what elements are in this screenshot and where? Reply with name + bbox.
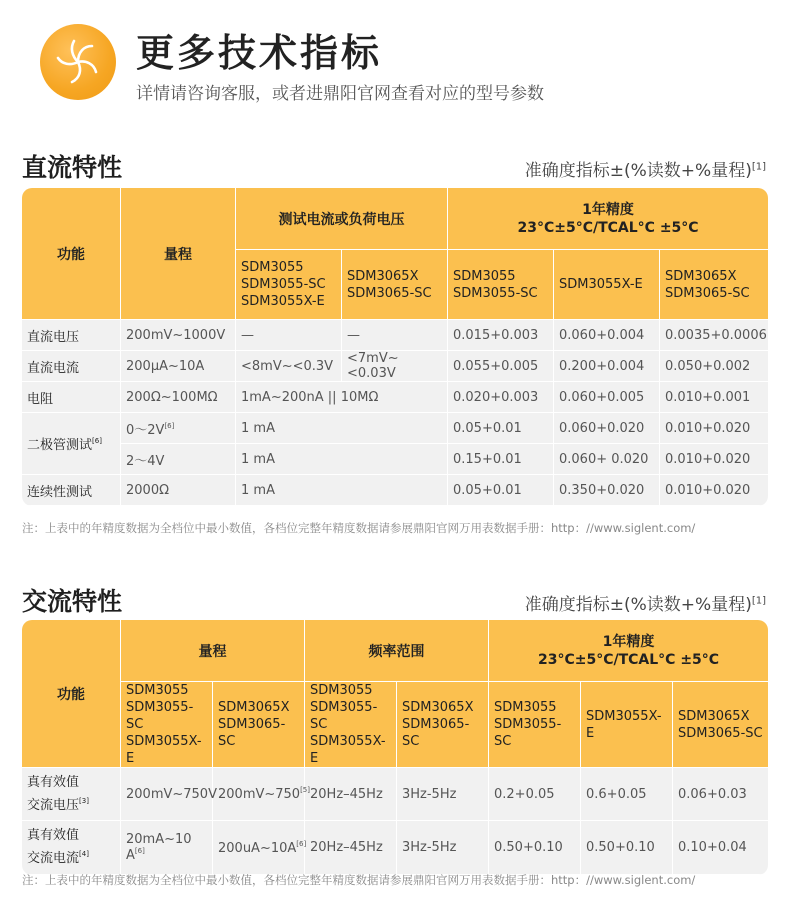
col-header-freq: 频率范围 xyxy=(305,620,489,682)
row-accuracy-b: 0.060+0.004 xyxy=(554,320,660,351)
table-model-row xyxy=(22,682,768,768)
dc-accuracy-note-text: 准确度指标±(%读数+%量程) xyxy=(524,161,752,181)
model-name: SDM3065-SC xyxy=(665,285,750,301)
ac-accuracy-note xyxy=(525,590,766,615)
model-name: SDM3055 xyxy=(241,260,304,275)
model-header-tc-a xyxy=(236,250,342,320)
accuracy-header-line1: 1年精度 xyxy=(602,633,655,650)
table-row xyxy=(22,475,768,506)
col-header-accuracy xyxy=(489,620,768,682)
row-test-current-a: — xyxy=(236,320,342,351)
accuracy-header-line2: 23°C±5°C/TCAL°C ±5°C xyxy=(537,651,720,668)
row-accuracy-a: 0.020+0.003 xyxy=(448,382,554,413)
model-name: SDM3055 xyxy=(494,700,557,715)
model-name: SDM3055X-E xyxy=(586,708,662,741)
model-header-acc-a xyxy=(448,250,554,320)
model-header-tc-b xyxy=(342,250,448,320)
row-function xyxy=(22,768,121,821)
row-freq-a: 20Hz–45Hz xyxy=(305,821,397,875)
row-accuracy-c: 0.010+0.001 xyxy=(660,382,768,413)
model-name: SDM3055X-E xyxy=(559,277,643,292)
row-range: 200Ω~100MΩ xyxy=(121,382,236,413)
ac-accuracy-note-text: 准确度指标±(%读数+%量程) xyxy=(524,595,752,615)
row-test-current-b: — xyxy=(342,320,448,351)
row-accuracy-b: 0.50+0.10 xyxy=(581,821,673,875)
table-row xyxy=(22,382,768,413)
row-range-a: 200mV~750V xyxy=(121,768,213,821)
row-accuracy-c: 0.0035+0.0006 xyxy=(660,320,768,351)
row-freq-b: 3Hz-5Hz xyxy=(397,821,489,875)
row-accuracy-c: 0.010+0.020 xyxy=(660,413,768,444)
row-accuracy-c: 0.06+0.03 xyxy=(673,768,768,821)
row-accuracy-a: 0.05+0.01 xyxy=(448,475,554,506)
row-range: 200μA~10A xyxy=(121,351,236,382)
row-range xyxy=(121,413,236,444)
row-function xyxy=(22,413,121,475)
row-range: 200mV~1000V xyxy=(121,320,236,351)
model-header-acc-a xyxy=(489,682,581,768)
row-accuracy-a: 0.055+0.005 xyxy=(448,351,554,382)
model-name: SDM3065X xyxy=(218,700,290,715)
model-name: SDM3055X-E xyxy=(241,294,325,309)
row-function: 直流电压 xyxy=(22,320,121,351)
row-accuracy-b: 0.6+0.05 xyxy=(581,768,673,821)
model-header-freq-b xyxy=(397,682,489,768)
accuracy-header-line2: 23°C±5°C/TCAL°C ±5°C xyxy=(517,219,699,236)
row-accuracy-c: 0.010+0.020 xyxy=(660,475,768,506)
row-function-line2 xyxy=(27,792,115,815)
brand-logo xyxy=(40,24,116,100)
footnote-ref: [6] xyxy=(296,839,307,848)
model-name: SDM3055 xyxy=(310,683,373,698)
row-accuracy-b: 0.060+0.020 xyxy=(554,413,660,444)
model-name: SDM3065X xyxy=(402,700,474,715)
row-range: 2～4V xyxy=(121,444,236,475)
col-header-function: 功能 xyxy=(22,620,121,768)
row-function-line1: 真有效值 xyxy=(27,828,80,843)
row-accuracy-a: 0.015+0.003 xyxy=(448,320,554,351)
model-header-range-b xyxy=(213,682,305,768)
footnote-ref: [5] xyxy=(300,786,310,794)
row-function-text: 交流电压 xyxy=(27,797,80,813)
row-function xyxy=(22,821,121,875)
model-name: SDM3065X xyxy=(678,708,750,724)
row-test-current: 1 mA xyxy=(236,444,448,475)
model-name: SDM3055X-E xyxy=(126,734,202,766)
model-header-acc-c xyxy=(660,250,768,320)
accuracy-header-line1: 1年精度 xyxy=(582,201,634,218)
model-header-acc-b xyxy=(581,682,673,768)
row-range-text: 0～2V xyxy=(126,422,165,438)
row-test-current-b: <7mV~<0.03V xyxy=(342,351,448,382)
row-accuracy-c: 0.010+0.020 xyxy=(660,444,768,475)
row-accuracy-b: 0.200+0.004 xyxy=(554,351,660,382)
row-accuracy-b: 0.060+0.005 xyxy=(554,382,660,413)
model-name: SDM3055 xyxy=(126,683,189,698)
col-header-range: 量程 xyxy=(121,188,236,320)
row-accuracy-a: 0.2+0.05 xyxy=(489,768,581,821)
dc-accuracy-ref: [1] xyxy=(751,161,766,173)
row-accuracy-c: 0.050+0.002 xyxy=(660,351,768,382)
model-name: SDM3065-SC xyxy=(347,285,432,301)
model-name: SDM3065-SC xyxy=(218,717,286,749)
model-name: SDM3055-SC xyxy=(126,700,194,732)
row-function: 直流电流 xyxy=(22,351,121,382)
table-row xyxy=(22,821,768,875)
table-header-row xyxy=(22,620,768,682)
row-freq-a: 20Hz–45Hz xyxy=(305,768,397,821)
model-header-freq-a xyxy=(305,682,397,768)
footnote-ref: [6] xyxy=(134,847,145,855)
row-range-b xyxy=(213,821,305,875)
footnote-ref: [3] xyxy=(79,796,89,805)
row-accuracy-b: 0.060+ 0.020 xyxy=(554,444,660,475)
model-header-range-a xyxy=(121,682,213,768)
row-range: 2000Ω xyxy=(121,475,236,506)
row-accuracy-a: 0.15+0.01 xyxy=(448,444,554,475)
model-name: SDM3055 xyxy=(453,268,516,284)
table-row xyxy=(22,320,768,351)
dc-section-title: 直流特性 xyxy=(22,153,123,182)
model-name: SDM3055-SC xyxy=(453,285,538,301)
row-function-text: 交流电流 xyxy=(27,851,80,866)
footnote-ref: [6] xyxy=(92,437,102,445)
row-range-text: 20mA~10 A xyxy=(126,832,192,863)
row-test-current-a: <8mV~<0.3V xyxy=(236,351,342,382)
row-test-current: 1mA~200nA || 10MΩ xyxy=(236,382,448,413)
model-header-acc-c xyxy=(673,682,768,768)
col-header-test-current: 测试电流或负荷电压 xyxy=(236,188,448,250)
swirl-logo-icon xyxy=(48,32,108,92)
row-test-current: 1 mA xyxy=(236,413,448,444)
table-row xyxy=(22,413,768,444)
dc-footnote: 注：上表中的年精度数据为全档位中最小数值，各档位完整年精度数据请参展鼎阳官网万用表数据手册：http：//www.siglent.com/ xyxy=(22,521,696,535)
row-accuracy-c: 0.10+0.04 xyxy=(673,821,768,875)
row-function-text: 二极管测试 xyxy=(27,438,93,453)
model-name: SDM3065-SC xyxy=(678,725,763,741)
row-function-line2 xyxy=(27,845,115,868)
ac-spec-table xyxy=(22,620,768,875)
col-header-range: 量程 xyxy=(121,620,305,682)
table-row xyxy=(22,444,768,475)
row-function: 电阻 xyxy=(22,382,121,413)
row-accuracy-b: 0.350+0.020 xyxy=(554,475,660,506)
footnote-ref: [4] xyxy=(79,850,89,858)
model-name: SDM3055X-E xyxy=(310,734,386,766)
page-subtitle: 详情请咨询客服，或者进鼎阳官网查看对应的型号参数 xyxy=(136,84,544,104)
model-name: SDM3055-SC xyxy=(310,700,378,732)
row-range-b xyxy=(213,768,310,821)
row-range-text: 200mV~750 xyxy=(218,787,301,802)
ac-footnote: 注：上表中的年精度数据为全档位中最小数值，各档位完整年精度数据请参展鼎阳官网万用表数据手册：http：//www.siglent.com/ xyxy=(22,873,696,887)
table-row xyxy=(22,351,768,382)
ac-accuracy-ref: [1] xyxy=(751,595,766,607)
col-header-function: 功能 xyxy=(22,188,121,320)
model-name: SDM3055-SC xyxy=(241,277,326,292)
row-range-a xyxy=(121,821,213,875)
model-name: SDM3065X xyxy=(347,268,419,284)
table-header-row xyxy=(22,188,768,250)
model-name: SDM3055-SC xyxy=(494,717,562,749)
model-name: SDM3065X xyxy=(665,268,737,284)
footnote-ref: [6] xyxy=(164,421,175,430)
col-header-accuracy xyxy=(448,188,768,250)
model-name: SDM3065-SC xyxy=(402,717,470,749)
ac-section-title: 交流特性 xyxy=(22,587,123,616)
page-title: 更多技术指标 xyxy=(136,31,383,75)
row-range-text: 200uA~10A xyxy=(218,840,297,856)
row-function: 连续性测试 xyxy=(22,475,121,506)
row-accuracy-a: 0.05+0.01 xyxy=(448,413,554,444)
row-function-line1: 真有效值 xyxy=(27,774,80,790)
table-row xyxy=(22,768,768,821)
dc-spec-table xyxy=(22,188,768,506)
dc-accuracy-note xyxy=(525,156,766,181)
row-test-current: 1 mA xyxy=(236,475,448,506)
model-header-acc-b xyxy=(554,250,660,320)
row-accuracy-a: 0.50+0.10 xyxy=(489,821,581,875)
row-freq-b: 3Hz-5Hz xyxy=(397,768,489,821)
